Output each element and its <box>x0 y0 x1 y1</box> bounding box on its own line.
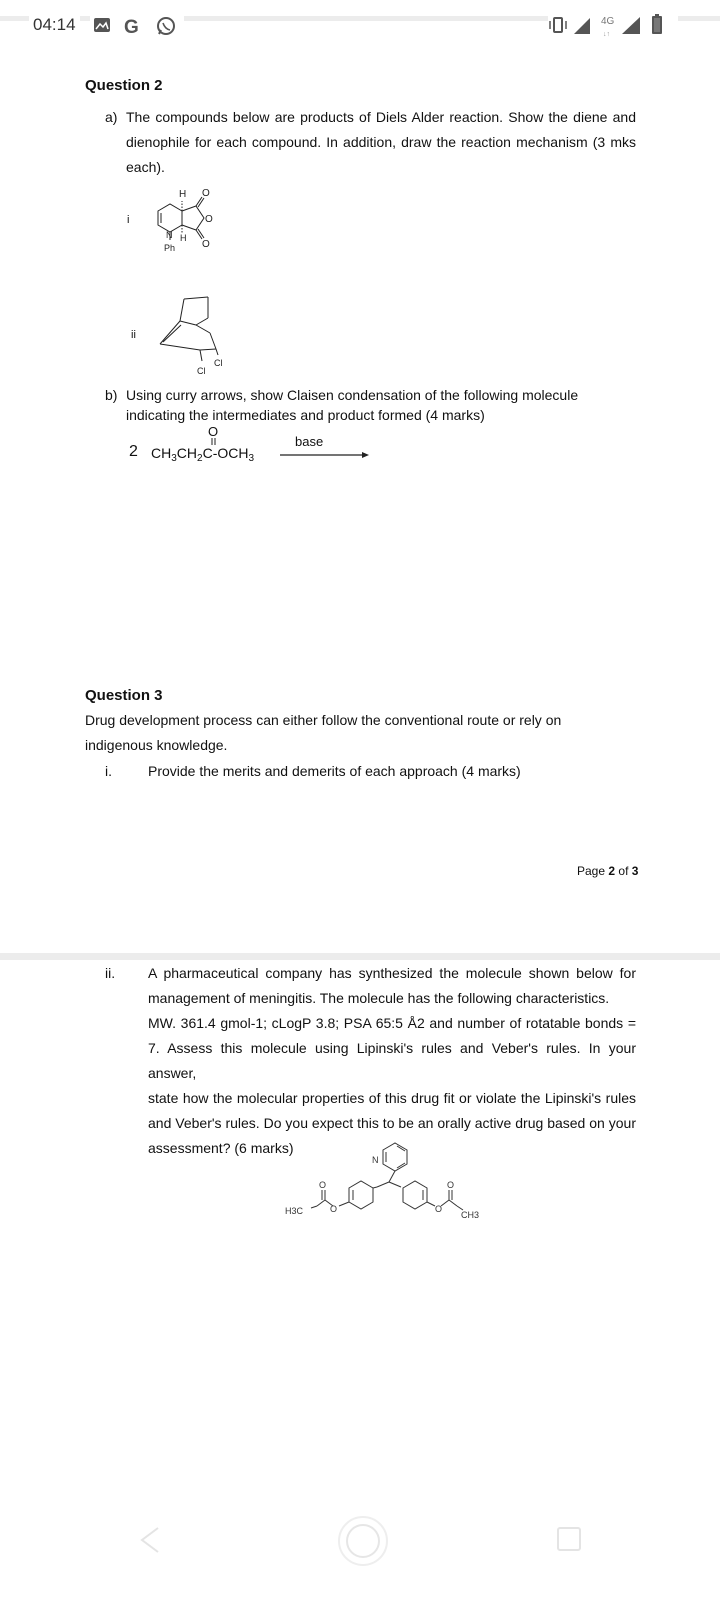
formula-part-2: CH <box>176 445 198 461</box>
signal-icon-2 <box>622 17 640 34</box>
question-3-title: Question 3 <box>85 687 163 704</box>
status-time: 04:14 <box>29 15 80 35</box>
system-icons <box>548 11 678 39</box>
mol1-o-ring: O <box>205 214 213 225</box>
question-3-text <box>85 708 561 758</box>
mol-ch3: CH3 <box>461 1210 480 1220</box>
part-b-label: b) <box>105 387 118 403</box>
formula-part-3: C-OCH <box>202 445 249 461</box>
whatsapp-icon <box>158 18 174 34</box>
item-i-label: i <box>127 214 130 226</box>
carbonyl-double-bond <box>210 438 218 446</box>
google-icon <box>124 17 139 38</box>
question-3-line-2: indigenous knowledge. <box>85 737 228 753</box>
part-a-line-2: dienophile for each compound. In addition, draw the reaction mechanism (3 mks <box>126 134 636 150</box>
formula-part-1: CH <box>151 445 172 461</box>
diels-alder-product-2 <box>150 293 240 378</box>
reaction-arrow <box>280 450 370 460</box>
drug-molecule-structure <box>285 1140 505 1240</box>
mol1-ph: Ph <box>164 243 176 253</box>
item-ii-line-3: MW. 361.4 gmol-1; cLogP 3.8; PSA 65:5 Å2 and number of rotatable bonds = <box>148 1015 636 1031</box>
gallery-icon <box>94 18 110 32</box>
of-word: of <box>618 864 629 878</box>
notification-icons <box>90 13 184 39</box>
formula-sub-3: 3 <box>248 453 255 464</box>
reaction-formula <box>151 445 255 464</box>
part-a-label: a) <box>105 109 118 125</box>
mol-o-left-ester: O <box>330 1204 338 1214</box>
mol-o-left-carbonyl: O <box>319 1180 327 1190</box>
page-total: 3 <box>631 864 639 878</box>
item-ii-line-5: state how the molecular properties of this drug fit or violate the Lipinski's rules <box>148 1090 636 1106</box>
diels-alder-product-1 <box>140 183 230 263</box>
mol-n: N <box>372 1155 379 1165</box>
part-a-line-3: each). <box>126 159 165 175</box>
arrow-label-base: base <box>295 434 324 449</box>
formula-sub-2: 2 <box>197 453 203 464</box>
q3-item-i-text: Provide the merits and demerits of each approach (4 marks) <box>148 763 521 779</box>
document-page-1 <box>0 48 720 953</box>
home-button[interactable] <box>333 1511 393 1571</box>
status-bar <box>0 0 720 48</box>
mol1-h-top: H <box>179 189 187 200</box>
network-label: 4G <box>601 16 615 27</box>
signal-icon <box>574 18 590 34</box>
part-b-line-1: Using curry arrows, show Claisen condensation of the following molecule <box>126 387 579 403</box>
formula-sub-1: 3 <box>171 453 177 464</box>
part-a-line-1: The compounds below are products of Diels Alder reaction. Show the diene and <box>126 109 636 125</box>
mol1-n: N <box>166 230 173 240</box>
item-ii-line-2: management of meningitis. The molecule has the following characteristics. <box>148 990 610 1006</box>
page-number: 2 <box>608 864 616 878</box>
reaction-coefficient: 2 <box>129 443 138 460</box>
q3-item-ii-text <box>148 961 636 1161</box>
battery-icon <box>652 14 662 34</box>
item-ii-label: ii <box>131 329 136 341</box>
network-type <box>601 16 615 38</box>
svg-text:↓↑: ↓↑ <box>603 31 610 38</box>
back-button[interactable] <box>130 1520 170 1560</box>
mol2-cl-2: Cl <box>197 366 206 376</box>
mol1-o-bottom: O <box>202 239 210 250</box>
mol1-h-bottom: H <box>180 233 187 243</box>
carbonyl-o: O <box>208 424 219 439</box>
navigation-bar <box>0 1520 720 1600</box>
question-3-line-1: Drug development process can either follow the conventional route or rely on <box>85 712 562 728</box>
mol-o-right-ester: O <box>435 1204 443 1214</box>
mol1-o-top: O <box>202 188 210 199</box>
page-separator <box>0 953 720 960</box>
mol2-cl-1: Cl <box>214 358 223 368</box>
question-2-title: Question 2 <box>85 77 163 94</box>
document-page-2 <box>0 960 720 1520</box>
item-ii-line-6: and Veber's rules. Do you expect this to be an orally active drug based on your <box>148 1115 636 1131</box>
svg-text:G: G <box>124 17 139 38</box>
mol-h3c: H3C <box>285 1206 304 1216</box>
part-a-text <box>126 105 636 180</box>
item-ii-line-4: 7. Assess this molecule using Lipinski's rules and Veber's rules. In your answer, <box>148 1040 636 1081</box>
vibrate-icon <box>550 18 566 32</box>
q3-item-ii-label: ii. <box>105 965 116 981</box>
item-ii-line-7: assessment? (6 marks) <box>148 1140 294 1156</box>
part-b-line-2: indicating the intermediates and product formed (4 marks) <box>126 407 485 423</box>
q3-item-i-label: i. <box>105 763 112 779</box>
mol-o-right-carbonyl: O <box>447 1180 455 1190</box>
part-b-text <box>126 383 578 428</box>
recents-button[interactable] <box>550 1520 590 1560</box>
item-ii-line-1: A pharmaceutical company has synthesized the molecule shown below for <box>148 965 636 981</box>
page-word: Page <box>577 864 606 878</box>
page-footer <box>577 864 638 878</box>
